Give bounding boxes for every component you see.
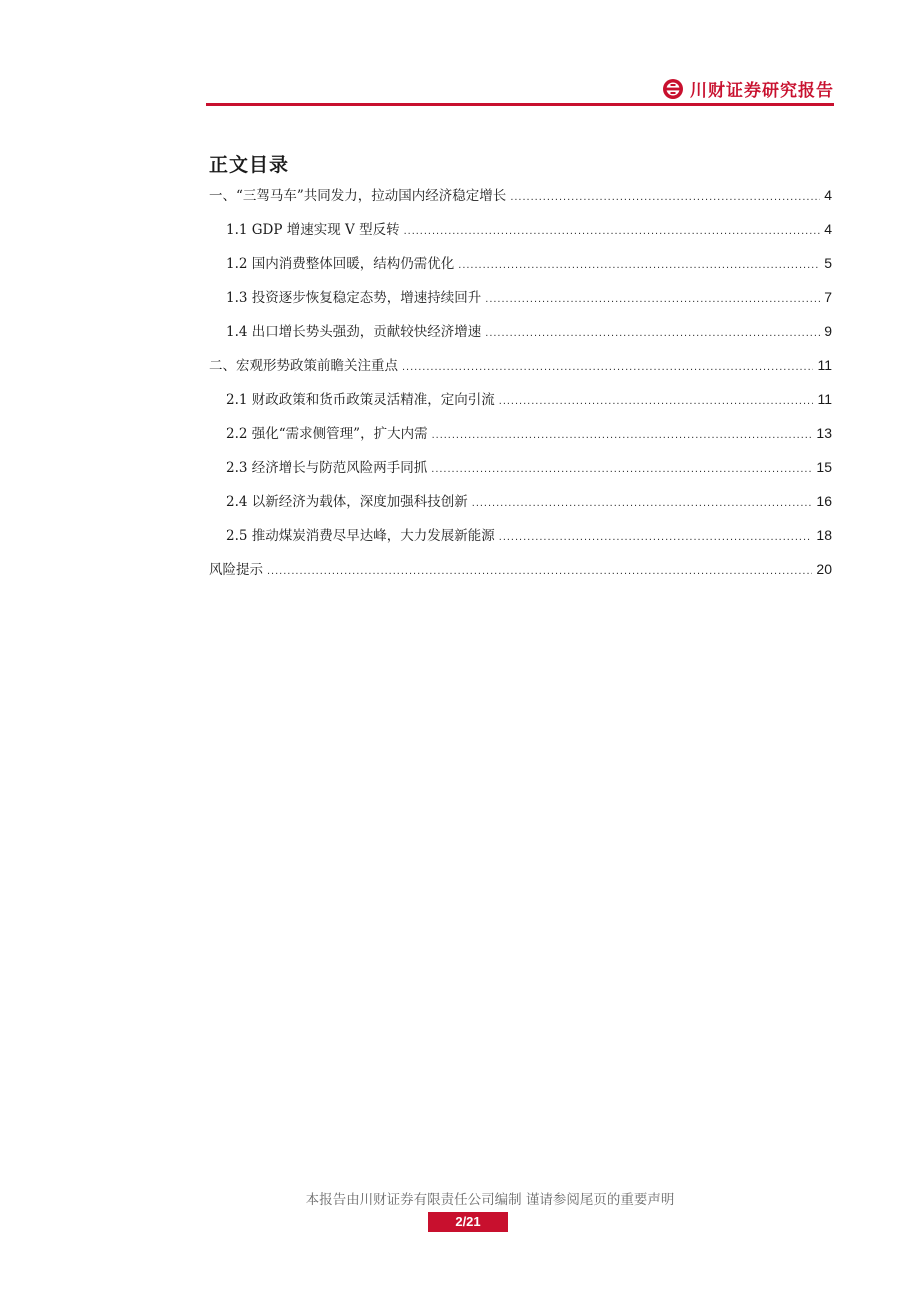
toc-entry[interactable]: [209, 218, 832, 252]
toc-leader: [499, 395, 814, 407]
toc-entry[interactable]: [209, 524, 832, 558]
toc-entry-label: 2.5 推动煤炭消费尽早达峰，大力发展新能源: [226, 528, 495, 544]
toc-entry-page: 13: [816, 425, 832, 441]
toc-leader: [404, 225, 821, 237]
toc-entry-page: 11: [817, 391, 832, 407]
toc-entry[interactable]: [209, 286, 832, 320]
toc-entry-page: 16: [816, 493, 832, 509]
toc-entry-page: 4: [824, 221, 832, 237]
toc-entry-label: 2.4 以新经济为载体，深度加强科技创新: [226, 494, 468, 510]
toc-entry-label: 一、“三驾马车”共同发力，拉动国内经济稳定增长: [209, 188, 507, 204]
toc-title: 正文目录: [209, 154, 290, 176]
toc-entry-page: 15: [816, 459, 832, 475]
toc-entry-page: 20: [816, 561, 832, 577]
footer-disclaimer: 本报告由川财证券有限责任公司编制 谨请参阅尾页的重要声明: [305, 1192, 675, 1208]
toc-entry-page: 5: [824, 255, 832, 271]
toc-entry[interactable]: [209, 490, 832, 524]
toc-leader: [472, 497, 813, 509]
toc-entry-label: 1.2 国内消费整体回暖，结构仍需优化: [226, 256, 455, 272]
header-rule: [206, 103, 834, 106]
toc-entry-label: 二、宏观形势政策前瞻关注重点: [209, 358, 398, 374]
toc-entry-page: 18: [816, 527, 832, 543]
toc-entry[interactable]: [209, 422, 832, 456]
toc-entry[interactable]: [209, 320, 832, 354]
toc-entry[interactable]: [209, 252, 832, 286]
chuancai-logo-icon: [662, 78, 684, 100]
toc-entry-label: 2.1 财政政策和货币政策灵活精准，定向引流: [226, 392, 495, 408]
toc-entry[interactable]: [209, 354, 832, 388]
toc-entry-label: 1.3 投资逐步恢复稳定态势，增速持续回升: [226, 290, 482, 306]
toc-entry-page: 9: [824, 323, 832, 339]
toc-entry-label: 风险提示: [209, 562, 263, 578]
toc-entry-label: 1.4 出口增长势头强劲，贡献较快经济增速: [226, 324, 482, 340]
table-of-contents: [209, 184, 832, 592]
toc-leader: [431, 463, 812, 475]
toc-leader: [510, 191, 820, 203]
toc-entry[interactable]: [209, 184, 832, 218]
toc-entry[interactable]: [209, 388, 832, 422]
toc-entry-label: 2.3 经济增长与防范风险两手同抓: [226, 460, 428, 476]
toc-entry-label: 1.1 GDP 增速实现 V 型反转: [226, 222, 400, 238]
toc-leader: [458, 259, 820, 271]
page-number: 2/21: [428, 1212, 508, 1232]
toc-entry-page: 4: [824, 187, 832, 203]
toc-entry-page: 11: [817, 357, 832, 373]
toc-leader: [402, 361, 813, 373]
toc-entry[interactable]: [209, 558, 832, 592]
toc-leader: [499, 531, 813, 543]
toc-entry-page: 7: [824, 289, 832, 305]
toc-leader: [432, 429, 813, 441]
toc-leader: [267, 565, 812, 577]
toc-entry-label: 2.2 强化“需求侧管理”，扩大内需: [226, 426, 428, 442]
brand-name: 川财证券研究报告: [690, 81, 834, 101]
toc-leader: [485, 327, 820, 339]
toc-leader: [485, 293, 820, 305]
toc-entry[interactable]: [209, 456, 832, 490]
brand: [662, 76, 834, 101]
page-header: [206, 74, 834, 106]
